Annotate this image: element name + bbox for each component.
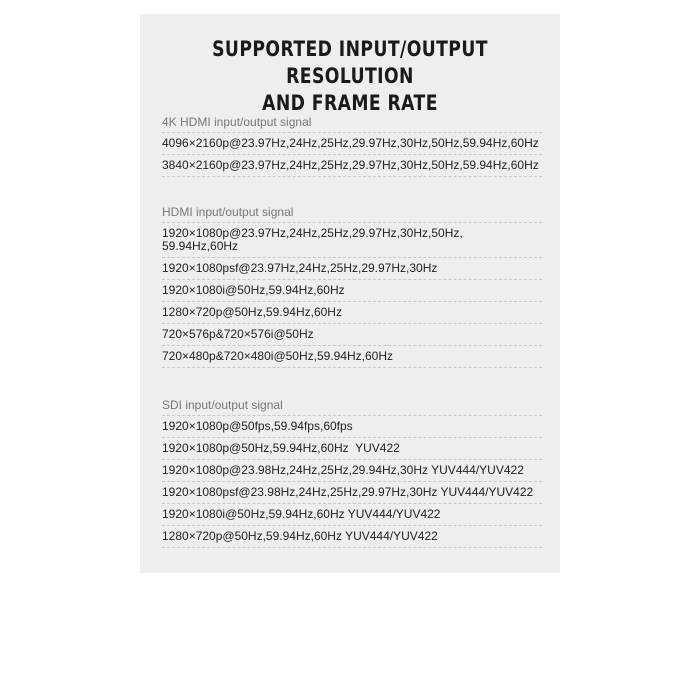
section-header: HDMI input/output signal <box>162 204 542 223</box>
resolution-row: 4096×2160p@23.97Hz,24Hz,25Hz,29.97Hz,30Hz,50Hz,59.94Hz,60Hz <box>162 133 542 155</box>
title-line-2: AND FRAME RATE <box>262 91 438 115</box>
section-header: SDI input/output signal <box>162 397 542 416</box>
resolution-row: 1280×720p@50Hz,59.94Hz,60Hz <box>162 302 542 324</box>
resolution-row: 720×480p&720×480i@50Hz,59.94Hz,60Hz <box>162 346 542 368</box>
section-sdi <box>162 397 542 548</box>
resolution-row: 1920×1080p@23.97Hz,24Hz,25Hz,29.97Hz,30Hz,50Hz, 59.94Hz,60Hz <box>162 223 542 258</box>
section-4k-hdmi <box>162 114 542 177</box>
resolution-row: 1280×720p@50Hz,59.94Hz,60Hz YUV444/YUV422 <box>162 526 542 548</box>
resolution-row: 1920×1080i@50Hz,59.94Hz,60Hz <box>162 280 542 302</box>
resolution-row: 1920×1080p@50Hz,59.94Hz,60Hz YUV422 <box>162 438 542 460</box>
resolution-row: 1920×1080psf@23.98Hz,24Hz,25Hz,29.97Hz,30Hz YUV444/YUV422 <box>162 482 542 504</box>
resolution-row: 1920×1080psf@23.97Hz,24Hz,25Hz,29.97Hz,30Hz <box>162 258 542 280</box>
spec-card <box>140 14 560 573</box>
section-header: 4K HDMI input/output signal <box>162 114 542 133</box>
resolution-row: 1920×1080i@50Hz,59.94Hz,60Hz YUV444/YUV422 <box>162 504 542 526</box>
page-title <box>178 36 522 117</box>
resolution-row: 1920×1080p@23.98Hz,24Hz,25Hz,29.94Hz,30Hz YUV444/YUV422 <box>162 460 542 482</box>
resolution-row: 1920×1080p@50fps,59.94fps,60fps <box>162 416 542 438</box>
section-hdmi <box>162 204 542 368</box>
resolution-row: 3840×2160p@23.97Hz,24Hz,25Hz,29.97Hz,30Hz,50Hz,59.94Hz,60Hz <box>162 155 542 177</box>
title-line-1: SUPPORTED INPUT/OUTPUT RESOLUTION <box>212 37 488 88</box>
resolution-row: 720×576p&720×576i@50Hz <box>162 324 542 346</box>
